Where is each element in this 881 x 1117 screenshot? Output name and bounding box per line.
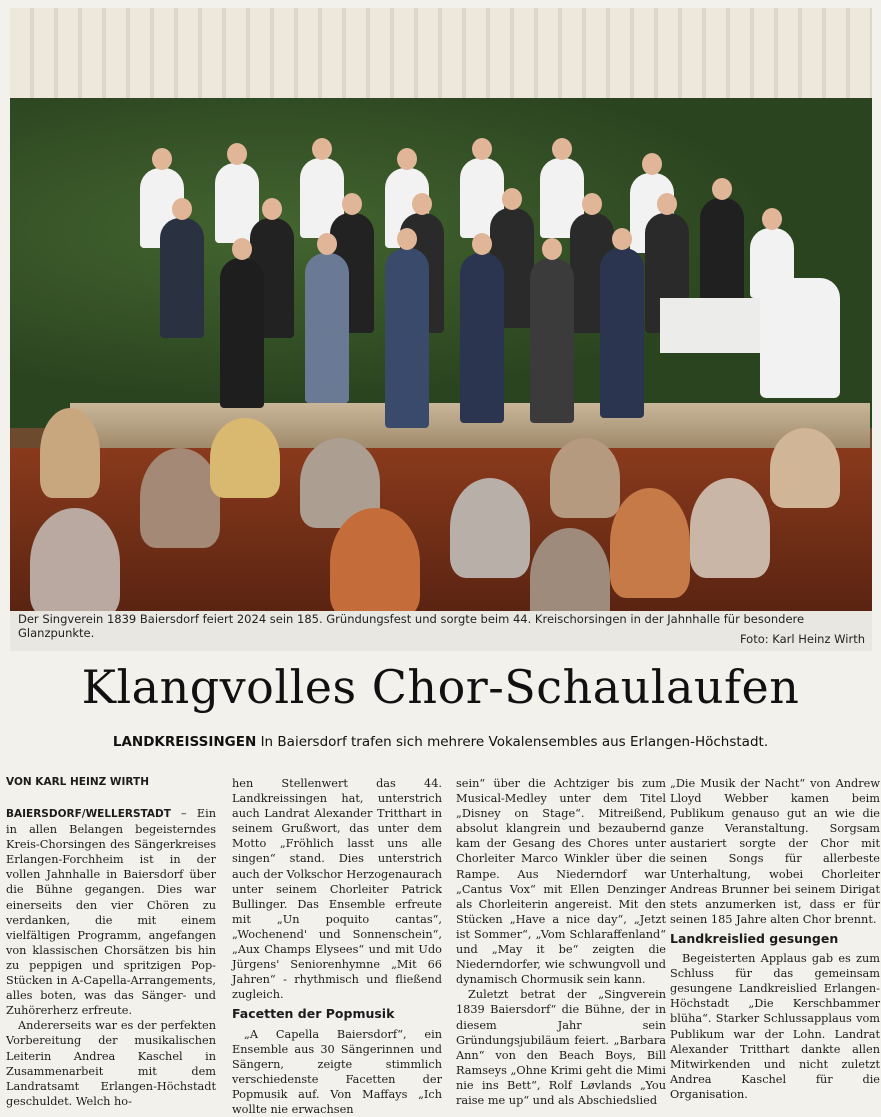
- subheadline-text: In Baiersdorf trafen sich mehrere Vokalensembles aus Erlangen-Höchstadt.: [261, 734, 769, 750]
- choir-group: [130, 118, 770, 438]
- byline: VON KARL HEINZ WIRTH: [6, 776, 149, 788]
- photo-caption: Der Singverein 1839 Baiersdorf feiert 2024 sein 185. Gründungsfest und sorgte beim 44. Kreischorsingen in der Jahnhalle für besondere Glanzpunkte.: [18, 612, 863, 640]
- article-column-1: [6, 806, 216, 1109]
- pianist: [760, 278, 840, 398]
- dateline: BAIERSDORF/WELLERSTADT: [6, 808, 171, 820]
- piano: [660, 298, 770, 353]
- section-heading: Facetten der Popmusik: [232, 1006, 442, 1021]
- article-photo: [10, 8, 872, 611]
- article-headline: Klangvolles Chor-Schaulaufen: [0, 660, 881, 714]
- article-column-3: [456, 776, 666, 1108]
- section-heading: Landkreislied gesungen: [670, 931, 880, 946]
- paragraph: Zuletzt betrat der „Singverein 1839 Baiersdorf“ die Bühne, der in diesem Jahr sein Gründungsjubiläum feiert. „Barbara Ann“ von den Beach Boys, Bill Ramseys „Ohne Krimi geht die Mimi nie ins Bett“, Rolf Løvlands „You raise me up“ und als Abschiedslied: [456, 987, 666, 1108]
- paragraph: BAIERSDORF/WELLERSTADT – Ein in allen Belangen begeisterndes Kreis-Chorsingen des Sängerkreises Erlangen-Forchheim ist in der vollen Jahnhalle in Baiersdorf über die Bühne gegangen. Dies war einerseits den vier Chören zu verdanken, die mit einem vielfältigen Programm, angefangen von klassischen Chorsätzen bis hin zu peppigen und spritzigen Pop-Stücken in A-Capella-Arrangements, alles boten, was das Sänger- und Zuhörerherz erfreute.: [6, 806, 216, 1018]
- photo-credit: Foto: Karl Heinz Wirth: [740, 632, 865, 646]
- kicker: LANDKREISSINGEN: [113, 734, 256, 750]
- paragraph: hen Stellenwert das 44. Landkreissingen hat, unterstrich auch Landrat Alexander Tritthart in seinem Grußwort, das unter dem Motto „Fröhlich lasst uns alle singen“ stand. Dies unterstrich auch der Volkschor Herzogenaurach unter seinem Chorleiter Patrick Bullinger. Das Ensemble erfreute mit „Un poquito cantas“, „Wochenend' und Sonnenschein“, „Aux Champs Elysees“ und mit Udo Jürgens' Seniorenhymne „Mit 66 Jahren“ - rhythmisch und fließend zugleich.: [232, 776, 442, 1002]
- paragraph: „Die Musik der Nacht“ von Andrew Lloyd Webber kamen beim Publikum genauso gut an wie die ganze Veranstaltung. Sorgsam austariert sorgte der Chor mit seinen Songs für allerbeste Unterhaltung, wobei Chorleiter Andreas Brunner bei seinem Dirigat stets anzumerken ist, dass er für seinen 185 Jahre alten Chor brennt.: [670, 776, 880, 927]
- paragraph: „A Capella Baiersdorf“, ein Ensemble aus 30 Sängerinnen und Sängern, zeigte stimmlich verschiedenste Facetten der Popmusik auf. Von Maffays „Ich wollte nie erwachsen: [232, 1027, 442, 1117]
- paragraph: sein“ über die Achtziger bis zum Musical-Medley unter dem Titel „Disney on Stage“. Mitreißend, absolut klangrein und bezaubernd kam der Gesang des Chores unter Chorleiter Marco Winkler über die Rampe. Aus Niederndorf war „Cantus Vox“ mit Ellen Denzinger als Chorleiterin angereist. Mit den Stücken „Have a nice day“, „Jetzt ist Sommer“, „Vom Schlaraffenland“ und „May it be“ zeigten die Niederndorfer, wie schwungvoll und dynamisch Chormusik sein kann.: [456, 776, 666, 987]
- audience: [10, 448, 872, 611]
- paragraph: Begeisterten Applaus gab es zum Schluss für das gemeinsam gesungene Landkreislied Erlangen-Höchstadt „Die Kerschbammer blüha“. Starker Schlussapplaus vom Publikum war der Lohn. Landrat Alexander Tritthart dankte allen Mitwirkenden und nicht zuletzt Andrea Kaschel für die Organisation.: [670, 951, 880, 1102]
- article-column-4: [670, 776, 880, 1102]
- article-subheadline: [0, 734, 881, 750]
- article-column-2: [232, 776, 442, 1117]
- paragraph: Andererseits war es der perfekten Vorbereitung der musikalischen Leiterin Andrea Kaschel in Zusammenarbeit mit dem Landratsamt Erlangen-Höchstadt geschuldet. Welch ho-: [6, 1018, 216, 1109]
